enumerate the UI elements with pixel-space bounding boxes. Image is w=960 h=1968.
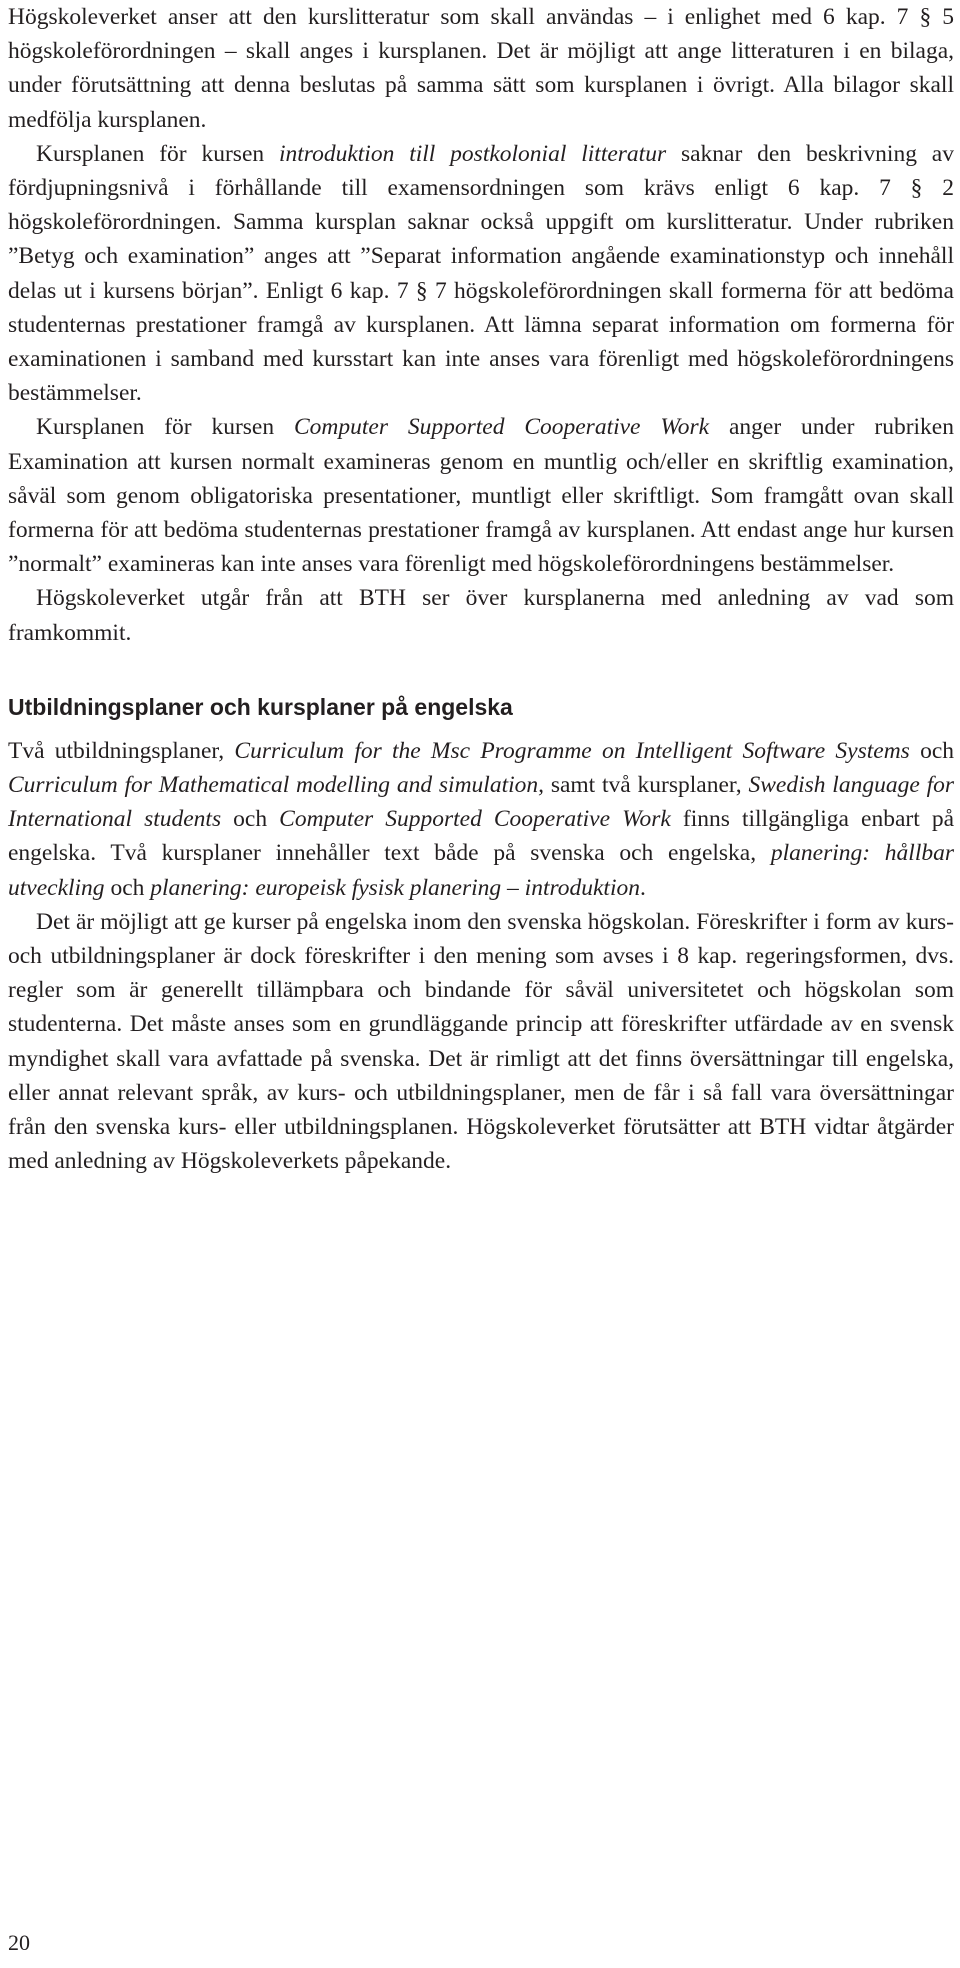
paragraph <box>8 905 954 1179</box>
text-run: Högskoleverket anser att den kurslitteratur som skall användas – i enlighet med 6 kap. 7 § 5 högskoleförordningen – skall anges i kursplanen. Det är möjligt att ange litteraturen i en bilaga, under förutsättning att denna beslutas på samma sätt som kursplanen i övrigt. Alla bilagor skall medfölja kursplanen. <box>8 4 954 133</box>
italic-title: Curriculum for Mathematical modelling and simulation, <box>8 772 545 799</box>
page-number: 20 <box>8 1930 30 1955</box>
section-heading: Utbildningsplaner och kursplaner på engelska <box>8 693 513 720</box>
italic-title: Computer Supported Cooperative Work <box>279 806 671 833</box>
text-run: Kursplanen för kursen <box>36 140 279 167</box>
text-run: anger under rubriken Examination att kursen normalt examineras genom en muntlig och/eller en skriftlig examination, såväl som genom obligatoriska presentationer, muntligt eller skriftligt. Som framgått ovan skall formerna för att bedöma studenternas prestationer framgå av kursplanen. Att endast ange hur kursen ”normalt” examineras kan inte anses vara förenligt med högskoleförordningens bestämmelser. <box>8 414 954 578</box>
text-run: finns tillgängliga enbart på engelska. Två kursplaner innehåller text både på svenska och engelska, <box>8 806 954 867</box>
paragraphs-bottom <box>8 734 954 1179</box>
text-run: och <box>104 874 151 901</box>
italic-title: introduktion till postkolonial litteratur <box>279 140 667 167</box>
text-run: . <box>640 874 646 901</box>
body-text <box>8 0 954 1179</box>
text-run: Det är möjligt att ge kurser på engelska inom den svenska högskolan. Föreskrifter i form av kurs- och utbildningsplaner är dock föreskrifter i den mening som avses i 8 kap. regeringsformen, dvs. regler som är generellt tillämpbara och bindande för såväl universitetet och högskolan som studenterna. Det måste anses som en grundläggande princip att föreskrifter utfärdade av en svensk myndighet skall vara avfattade på svenska. Det är rimligt att det finns översättningar till engelska, eller annat relevant språk, av kurs- och utbildningsplaner, men de får i så fall vara översättningar från den svenska kurs- eller utbildningsplanen. Högskoleverket förutsätter att BTH vidtar åtgärder med anledning av Högskoleverkets påpekande. <box>8 908 954 1175</box>
paragraph <box>8 0 954 137</box>
text-run: Kursplanen för kursen <box>36 414 294 441</box>
text-run: saknar den beskrivning av fördjupningsnivå i förhållande till examensordningen som krävs enligt 6 kap. 7 § 2 högskoleförordningen. Samma kursplan saknar också uppgift om kurslitteratur. Under rubriken ”Betyg och examination” anges att ”Separat information angående examinationstyp och innehåll delas ut i kursens början”. Enligt 6 kap. 7 § 7 högskoleförordningen skall formerna för att bedöma studenternas prestationer framgå av kursplanen. Att lämna separat information om formerna för examinationen i samband med kursstart kan inte anses vara förenligt med högskoleförordningens bestämmelser. <box>8 140 954 407</box>
italic-title: Curriculum for the Msc Programme on Intelligent Software Systems <box>234 737 910 764</box>
text-run: och <box>221 806 280 833</box>
italic-title: planering: hållbar utveckling <box>8 840 955 901</box>
paragraph <box>8 581 954 649</box>
paragraph <box>8 410 954 581</box>
paragraph <box>8 137 954 411</box>
italic-title: Swedish language for International students <box>8 772 954 833</box>
italic-title: Computer Supported Cooperative Work <box>293 414 710 441</box>
italic-title: planering: europeisk fysisk planering – introduktion <box>150 874 640 901</box>
paragraphs-top <box>8 0 954 650</box>
paragraph <box>8 734 954 905</box>
text-run: och <box>909 737 954 764</box>
text-run: Högskoleverket utgår från att BTH ser över kursplanerna med anledning av vad som framkommit. <box>8 585 954 646</box>
text-run: samt två kursplaner, <box>544 772 749 799</box>
text-run: Två utbildningsplaner, <box>8 737 235 764</box>
